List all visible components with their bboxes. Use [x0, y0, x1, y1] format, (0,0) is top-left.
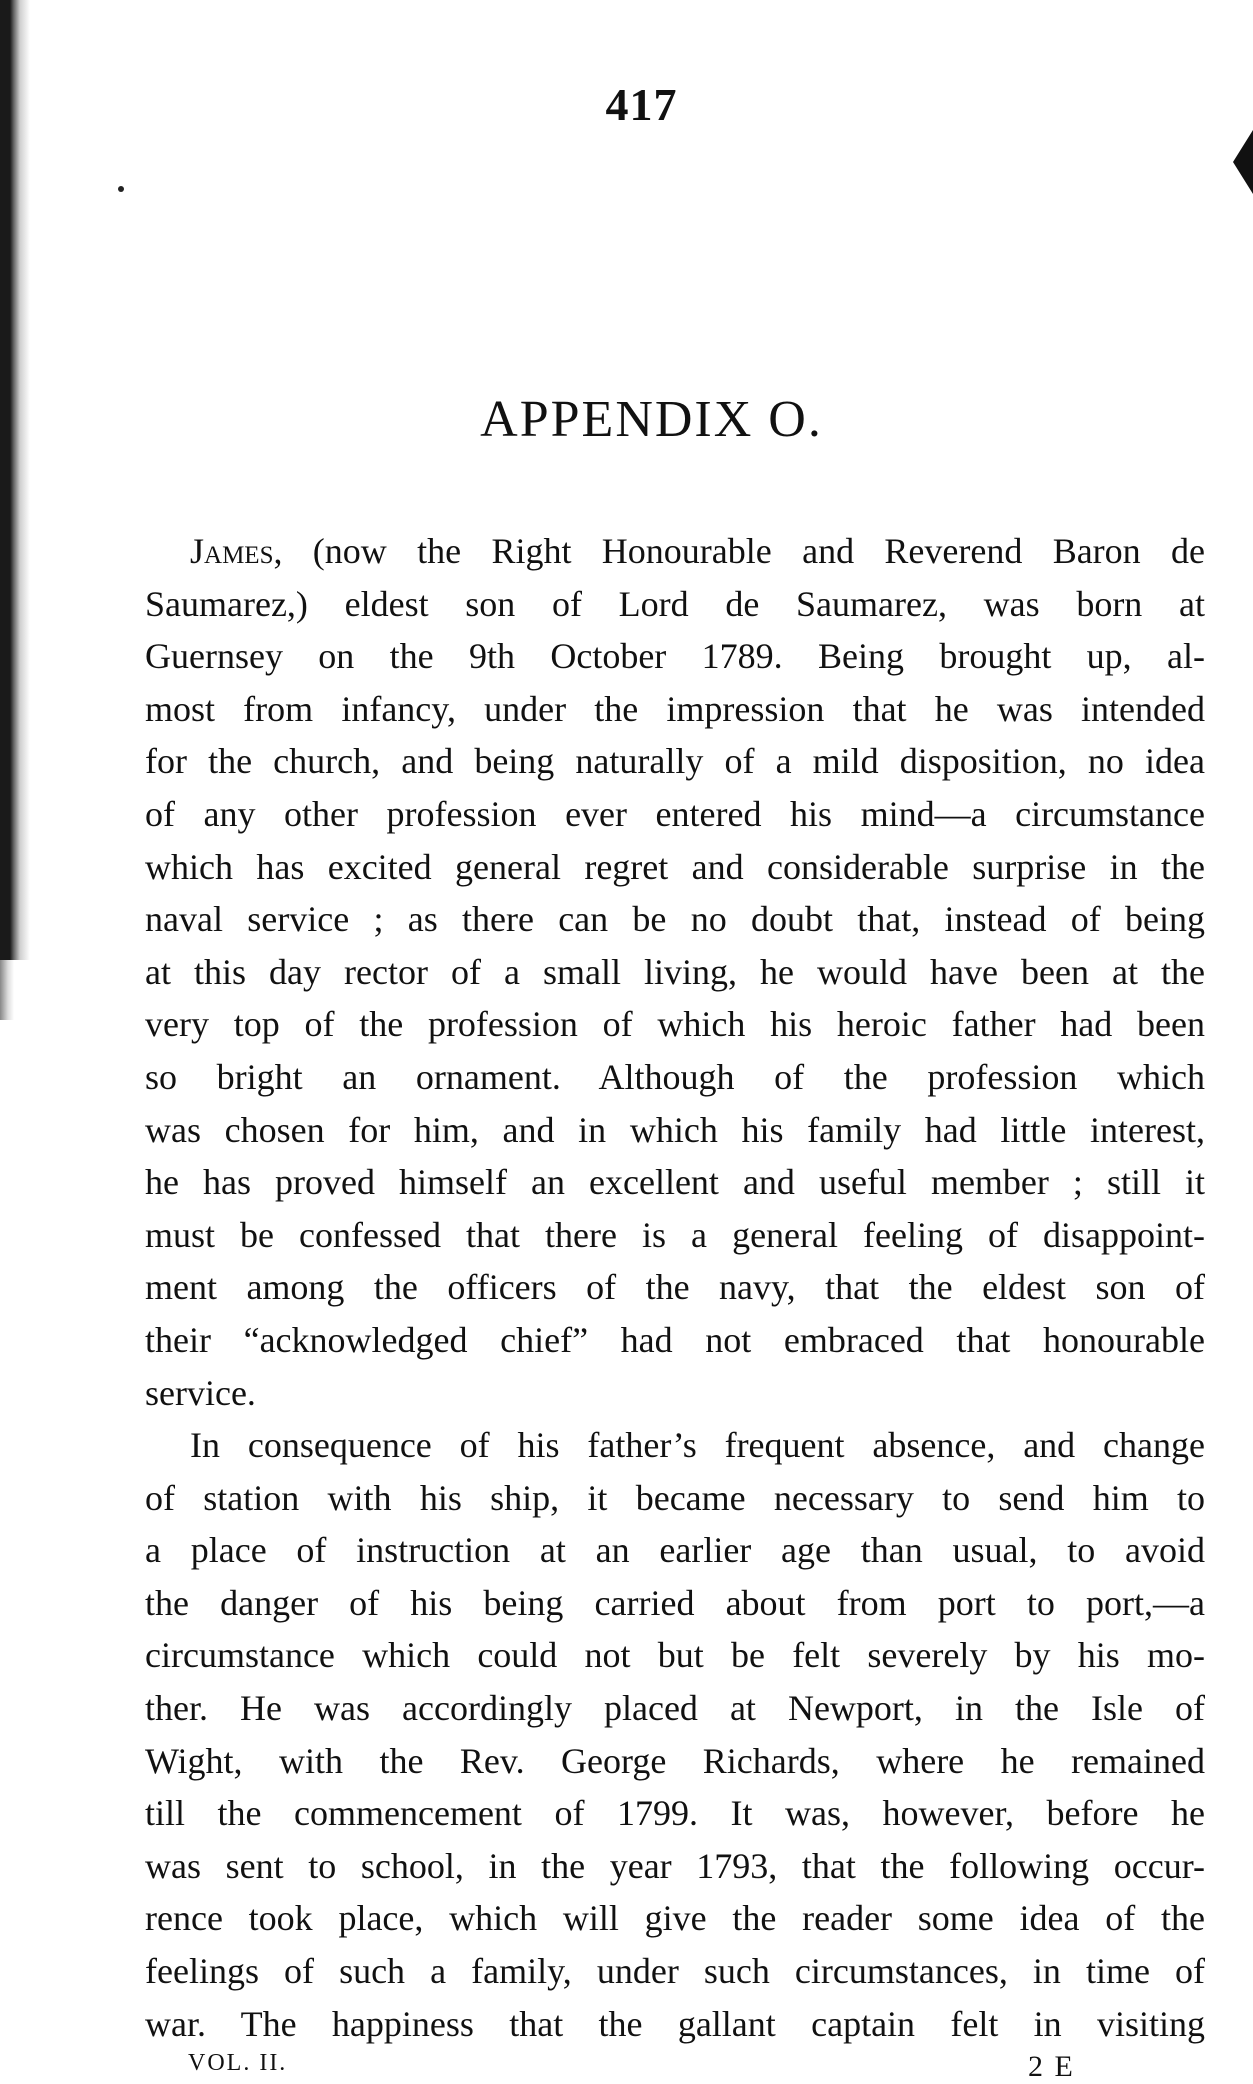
- text-line: their “acknowledged chief” had not embraced that honourable: [145, 1319, 1205, 1360]
- text-line: the danger of his being carried about from port to port,—a: [145, 1582, 1205, 1623]
- ink-speck: [118, 186, 124, 192]
- text-line: service.: [145, 1372, 256, 1413]
- text-line: was chosen for him, and in which his family had little interest,: [145, 1109, 1205, 1150]
- volume-label: VOL. II.: [188, 2050, 288, 2076]
- text-line: must be confessed that there is a general feeling of disappoint-: [145, 1214, 1205, 1255]
- text-line: ment among the officers of the navy, that the eldest son of: [145, 1267, 1205, 1308]
- text-line: Saumarez,) eldest son of Lord de Saumarez, was born at: [145, 583, 1205, 624]
- text-line: Wight, with the Rev. George Richards, where he remained: [145, 1740, 1205, 1781]
- text-line: Guernsey on the 9th October 1789. Being brought up, al-: [145, 636, 1205, 677]
- text-line: very top of the profession of which his heroic father had been: [145, 1004, 1205, 1045]
- text-line: most from infancy, under the impression that he was intended: [145, 688, 1205, 729]
- lead-word: James,: [190, 531, 283, 571]
- text-line: a place of instruction at an earlier age than usual, to avoid: [145, 1530, 1205, 1571]
- body-text: [145, 525, 1205, 2050]
- scan-gutter-edge: [0, 0, 30, 960]
- scan-gutter-edge-lower: [0, 960, 14, 1020]
- text-line: naval service ; as there can be no doubt that, instead of being: [145, 899, 1205, 940]
- text-line: rence took place, which will give the reader some idea of the: [145, 1898, 1205, 1939]
- text-line: so bright an ornament. Although of the profession which: [145, 1056, 1205, 1097]
- text-line: of station with his ship, it became necessary to send him to: [145, 1477, 1205, 1518]
- text-line: ther. He was accordingly placed at Newport, in the Isle of: [145, 1688, 1205, 1729]
- text-line: for the church, and being naturally of a mild disposition, no idea: [145, 741, 1205, 782]
- text-line: circumstance which could not but be felt severely by his mo-: [145, 1635, 1205, 1676]
- text-line: which has excited general regret and considerable surprise in the: [145, 846, 1205, 887]
- text-line: at this day rector of a small living, he would have been at the: [145, 951, 1205, 992]
- text-line: James, (now the Right Honourable and Reverend Baron de: [190, 531, 1205, 571]
- text-line: feelings of such a family, under such circumstances, in time of: [145, 1951, 1205, 1992]
- appendix-heading: APPENDIX O.: [480, 391, 823, 448]
- text-line: was sent to school, in the year 1793, that the following occur-: [145, 1845, 1205, 1886]
- text-line: war. The happiness that the gallant captain felt in visiting: [145, 2003, 1205, 2044]
- text-line: of any other profession ever entered his mind—a circumstance: [145, 793, 1205, 834]
- signature-mark: 2 E: [1028, 2050, 1075, 2083]
- text-line: till the commencement of 1799. It was, however, before he: [145, 1793, 1205, 1834]
- text-line: In consequence of his father’s frequent absence, and change: [190, 1425, 1205, 1466]
- page-edge-mark: [1233, 130, 1253, 194]
- text-line: he has proved himself an excellent and useful member ; still it: [145, 1162, 1205, 1203]
- page-number: 417: [605, 79, 678, 130]
